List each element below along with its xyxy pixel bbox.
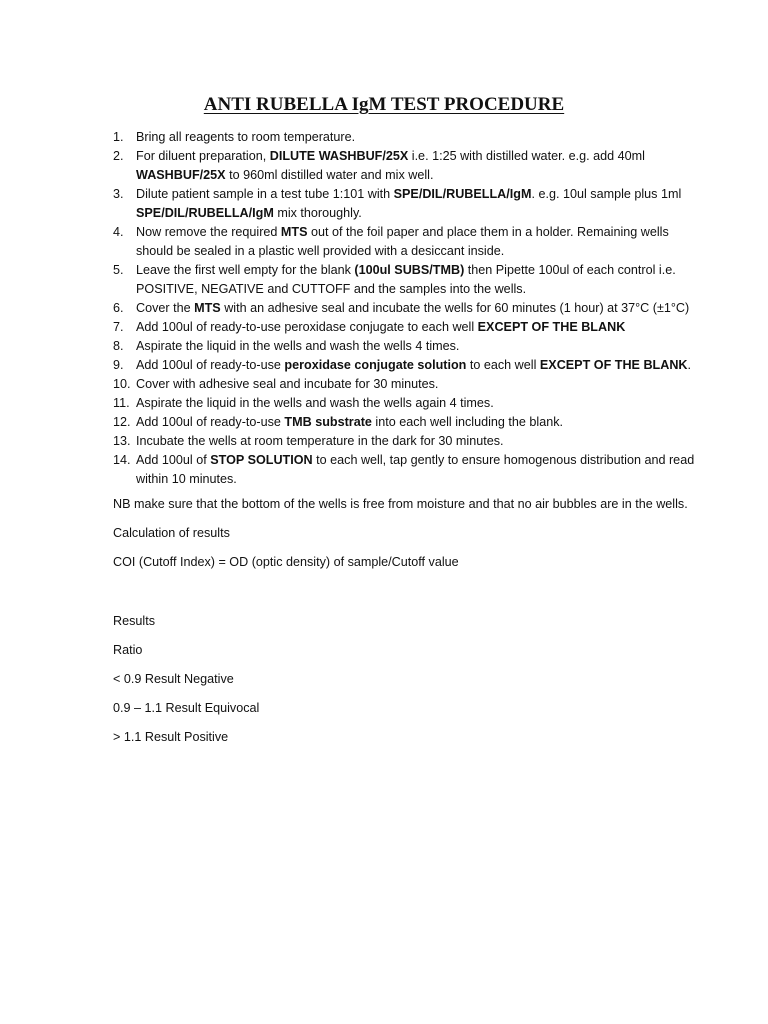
procedure-steps-list [113, 128, 703, 489]
step-text: Incubate the wells at room temperature in the dark for 30 minutes. [136, 434, 504, 448]
procedure-step [113, 337, 703, 356]
step-text: Add 100ul of [136, 453, 211, 467]
procedure-step [113, 147, 703, 185]
calculation-heading: Calculation of results [113, 526, 230, 540]
step-text-bold: EXCEPT OF THE BLANK [477, 320, 626, 334]
step-text-bold: DILUTE WASHBUF/25X [269, 149, 409, 163]
result-equivocal: 0.9 – 1.1 Result Equivocal [113, 701, 260, 715]
step-text-bold: WASHBUF/25X [136, 168, 226, 182]
step-text-bold: MTS [194, 301, 221, 315]
step-text: Cover with adhesive seal and incubate for 30 minutes. [136, 377, 439, 391]
step-number: 3. [113, 187, 124, 201]
document-title-text: ANTI RUBELLA IgM TEST PROCEDURE [203, 94, 565, 115]
step-number: 4. [113, 225, 124, 239]
step-text: . e.g. 10ul sample plus 1ml [531, 187, 682, 201]
step-text: Add 100ul of ready-to-use [136, 358, 285, 372]
procedure-step [113, 299, 703, 318]
step-text: out of the foil paper and place them in a holder. Remaining wells should be sealed in a plastic well provided with a desiccant inside. [136, 225, 669, 258]
step-number: 7. [113, 320, 124, 334]
step-text: then Pipette 100ul of each control i.e. POSITIVE, NEGATIVE and CUTTOFF and the samples into the wells. [136, 263, 676, 296]
results-heading: Results [113, 614, 155, 628]
ratio-label: Ratio [113, 643, 143, 657]
step-text-bold: STOP SOLUTION [210, 453, 313, 467]
procedure-step [113, 356, 703, 375]
calculation-formula: COI (Cutoff Index) = OD (optic density) of sample/Cutoff value [113, 555, 459, 569]
step-text: Add 100ul of ready-to-use [136, 415, 285, 429]
procedure-step [113, 394, 703, 413]
step-text: with an adhesive seal and incubate the wells for 60 minutes (1 hour) at 37°C (±1°C) [220, 301, 690, 315]
step-text: Aspirate the liquid in the wells and wash the wells again 4 times. [136, 396, 494, 410]
step-number: 6. [113, 301, 124, 315]
step-text: to each well, tap gently to ensure homogenous distribution and read within 10 minutes. [136, 453, 695, 486]
step-text-bold: MTS [280, 225, 308, 239]
step-text: Leave the first well empty for the blank [136, 263, 355, 277]
step-text-bold: (100ul SUBS/TMB) [354, 263, 465, 277]
step-number: 10. [113, 377, 131, 391]
procedure-step [113, 128, 703, 147]
step-text-bold: TMB substrate [284, 415, 372, 429]
procedure-step [113, 451, 703, 489]
step-text: to each well [466, 358, 540, 372]
procedure-step [113, 261, 703, 299]
step-text: Now remove the required [136, 225, 281, 239]
step-text: mix thoroughly. [273, 206, 362, 220]
step-number: 2. [113, 149, 124, 163]
procedure-step [113, 413, 703, 432]
procedure-step [113, 223, 703, 261]
step-text: into each well including the blank. [371, 415, 564, 429]
step-text-bold: EXCEPT OF THE BLANK [539, 358, 688, 372]
step-text-bold: peroxidase conjugate solution [284, 358, 467, 372]
step-text: i.e. 1:25 with distilled water. e.g. add 40ml [408, 149, 645, 163]
step-number: 12. [113, 415, 131, 429]
step-text: Bring all reagents to room temperature. [136, 130, 356, 144]
result-negative: < 0.9 Result Negative [113, 672, 234, 686]
step-number: 14. [113, 453, 131, 467]
step-number: 8. [113, 339, 124, 353]
step-number: 9. [113, 358, 124, 372]
step-text-bold: SPE/DIL/RUBELLA/IgM [136, 206, 274, 220]
note-paragraph: NB make sure that the bottom of the wells is free from moisture and that no air bubbles are in the wells. [113, 497, 688, 511]
step-number: 1. [113, 130, 124, 144]
step-text: Add 100ul of ready-to-use peroxidase conjugate to each well [136, 320, 478, 334]
step-number: 5. [113, 263, 124, 277]
step-text: Aspirate the liquid in the wells and wash the wells 4 times. [136, 339, 460, 353]
step-text-bold: SPE/DIL/RUBELLA/IgM [393, 187, 532, 201]
procedure-step [113, 318, 703, 337]
step-text: Cover the [136, 301, 195, 315]
step-text: Dilute patient sample in a test tube 1:101 with [136, 187, 394, 201]
procedure-step [113, 432, 703, 451]
step-number: 11. [113, 396, 130, 410]
step-text: . [687, 358, 692, 372]
step-text: For diluent preparation, [136, 149, 270, 163]
procedure-step [113, 185, 703, 223]
step-number: 13. [113, 434, 131, 448]
step-text: to 960ml distilled water and mix well. [225, 168, 434, 182]
procedure-step [113, 375, 703, 394]
document-title [0, 93, 768, 117]
result-positive: > 1.1 Result Positive [113, 730, 229, 744]
